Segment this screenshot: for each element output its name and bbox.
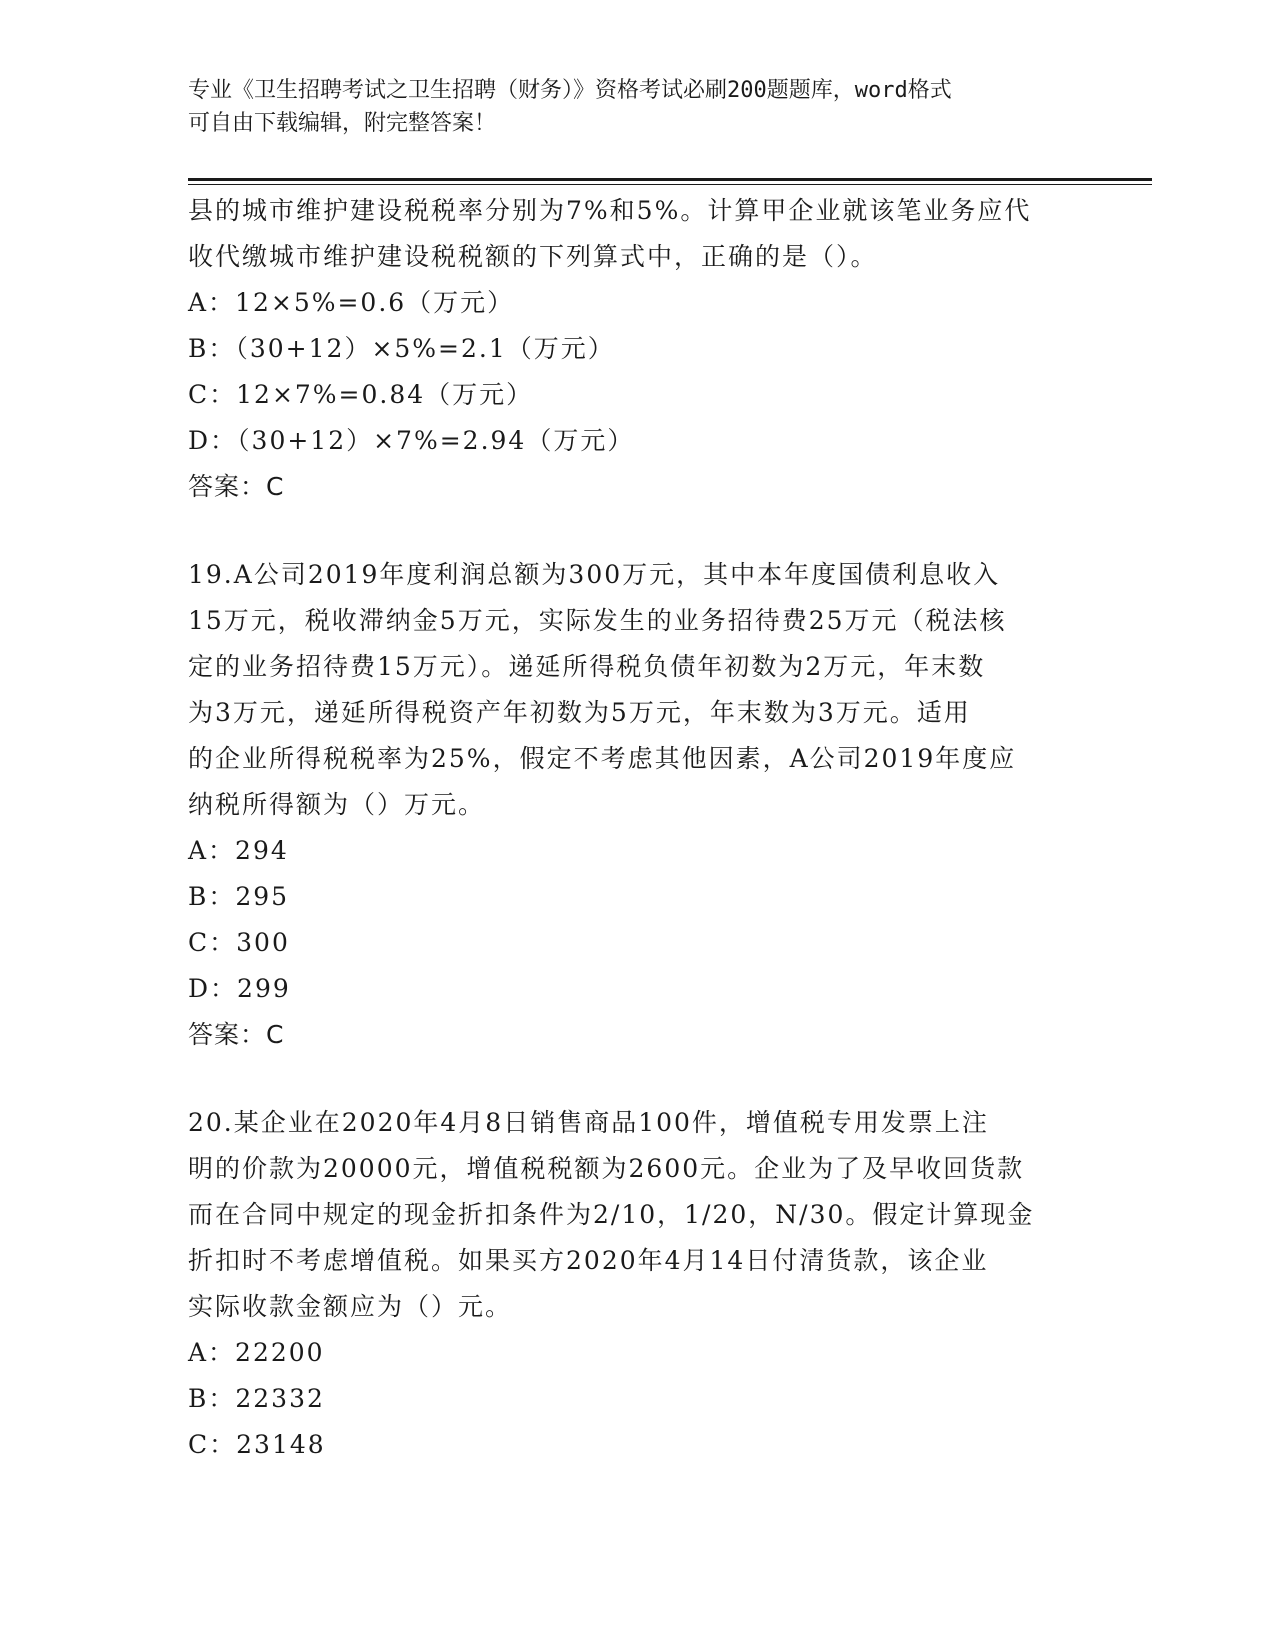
question-19 [188, 552, 1088, 1058]
question-stem-line: 的企业所得税税率为25%，假定不考虑其他因素，A公司2019年度应 [188, 744, 1017, 773]
question-stem-line: 明的价款为20000元，增值税税额为2600元。企业为了及早收回货款 [188, 1154, 1025, 1183]
option-d: D：（30+12）×7%=2.94（万元） [188, 426, 635, 455]
question-20 [188, 1100, 1088, 1468]
header-divider-thin [188, 184, 1152, 185]
question-stem-line: 折扣时不考虑增值税。如果买方2020年4月14日付清货款，该企业 [188, 1246, 989, 1275]
question-stem-line: 15万元，税收滞纳金5万元，实际发生的业务招待费25万元（税法核 [188, 606, 1007, 635]
option-a: A：12×5%=0.6（万元） [188, 288, 515, 317]
option-c: C：300 [188, 928, 290, 957]
option-b: B：22332 [188, 1384, 325, 1413]
question-stem-line: 定的业务招待费15万元）。递延所得税负债年初数为2万元，年末数 [188, 652, 986, 681]
question-stem-line: 实际收款金额应为（）元。 [188, 1292, 513, 1321]
option-d: D：299 [188, 974, 291, 1003]
header-line-2: 可自由下载编辑，附完整答案！ [188, 111, 497, 136]
question-stem-line: 20.某企业在2020年4月8日销售商品100件，增值税专用发票上注 [188, 1108, 989, 1137]
spacer [188, 510, 1088, 552]
question-stem-line: 为3万元，递延所得税资产年初数为5万元，年末数为3万元。适用 [188, 698, 971, 727]
header-line-1: 专业《卫生招聘考试之卫生招聘（财务）》资格考试必刷200题题库，word格式 [188, 78, 952, 103]
option-c: C：12×7%=0.84（万元） [188, 380, 534, 409]
option-b: B：（30+12）×5%=2.1（万元） [188, 334, 615, 363]
header-divider-thick [188, 178, 1152, 181]
option-b: B：295 [188, 882, 290, 911]
option-a: A：22200 [188, 1338, 325, 1367]
question-stem-line: 而在合同中规定的现金折扣条件为2/10，1/20，N/30。假定计算现金 [188, 1200, 1035, 1229]
option-a: A：294 [188, 836, 289, 865]
question-stem-line: 纳税所得额为（）万元。 [188, 790, 486, 819]
spacer [188, 1058, 1088, 1100]
question-stem-line: 收代缴城市维护建设税税额的下列算式中，正确的是（）。 [188, 242, 878, 271]
question-stem-line: 县的城市维护建设税税率分别为7%和5%。计算甲企业就该笔业务应代 [188, 196, 1032, 225]
question-stem-line: 19.A公司2019年度利润总额为300万元，其中本年度国债利息收入 [188, 560, 1001, 589]
document-body [188, 188, 1088, 1468]
document-header [188, 74, 1068, 140]
answer-line: 答案：C [188, 1020, 285, 1049]
question-18 [188, 188, 1088, 510]
answer-line: 答案：C [188, 472, 285, 501]
option-c: C：23148 [188, 1430, 326, 1459]
